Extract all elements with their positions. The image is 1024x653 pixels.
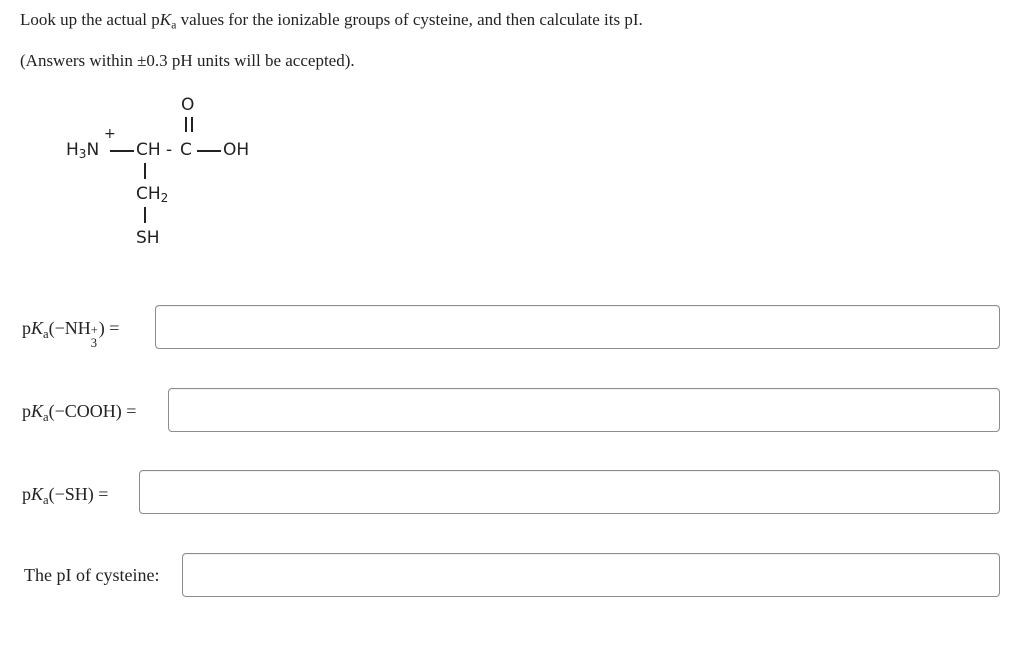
pka-thiol-field[interactable] [139,470,1000,514]
c-c-bond-dash: - [166,140,173,160]
c-oh-bond [197,150,221,152]
carbonyl-carbon: C [180,140,192,160]
thiol-group: SH [136,228,160,248]
beta-s-bond [144,207,146,223]
hydroxyl-group: OH [223,140,250,160]
alpha-carbon: CH [136,140,161,160]
pka-thiol-label: $pK_a(-SH)$ = [22,484,109,507]
pka-amine-input[interactable] [156,306,999,348]
beta-carbon: $CH_2$ [136,184,169,205]
pka-carboxyl-input[interactable] [169,389,999,431]
pi-input[interactable] [183,554,999,596]
pka-carboxyl-label: $pK_a(-COOH)$ = [22,401,137,424]
double-bond-left [185,117,187,132]
pka-thiol-input[interactable] [140,471,999,513]
pka-amine-field[interactable] [155,305,1000,349]
pi-label: The pI of cysteine: [24,565,160,585]
pka-carboxyl-field[interactable] [168,388,1000,432]
cysteine-structure [0,0,300,260]
double-bond-right [191,117,193,132]
tolerance-note: (Answers within ±0.3 pH units will be accepted). [20,51,355,70]
alpha-beta-bond [144,163,146,179]
n-c-bond [110,150,134,152]
pi-field[interactable] [182,553,1000,597]
charge-plus: + [104,126,116,142]
amine-group: $H_3N$ [66,140,100,161]
carbonyl-oxygen: O [181,95,195,115]
pka-amine-label: $pK_a(-NH$ + 3 ) = [22,318,120,350]
question-text: Look up the actual $pK_a$ values for the ionizable groups of cysteine, and then calculate its pI. [20,10,643,32]
